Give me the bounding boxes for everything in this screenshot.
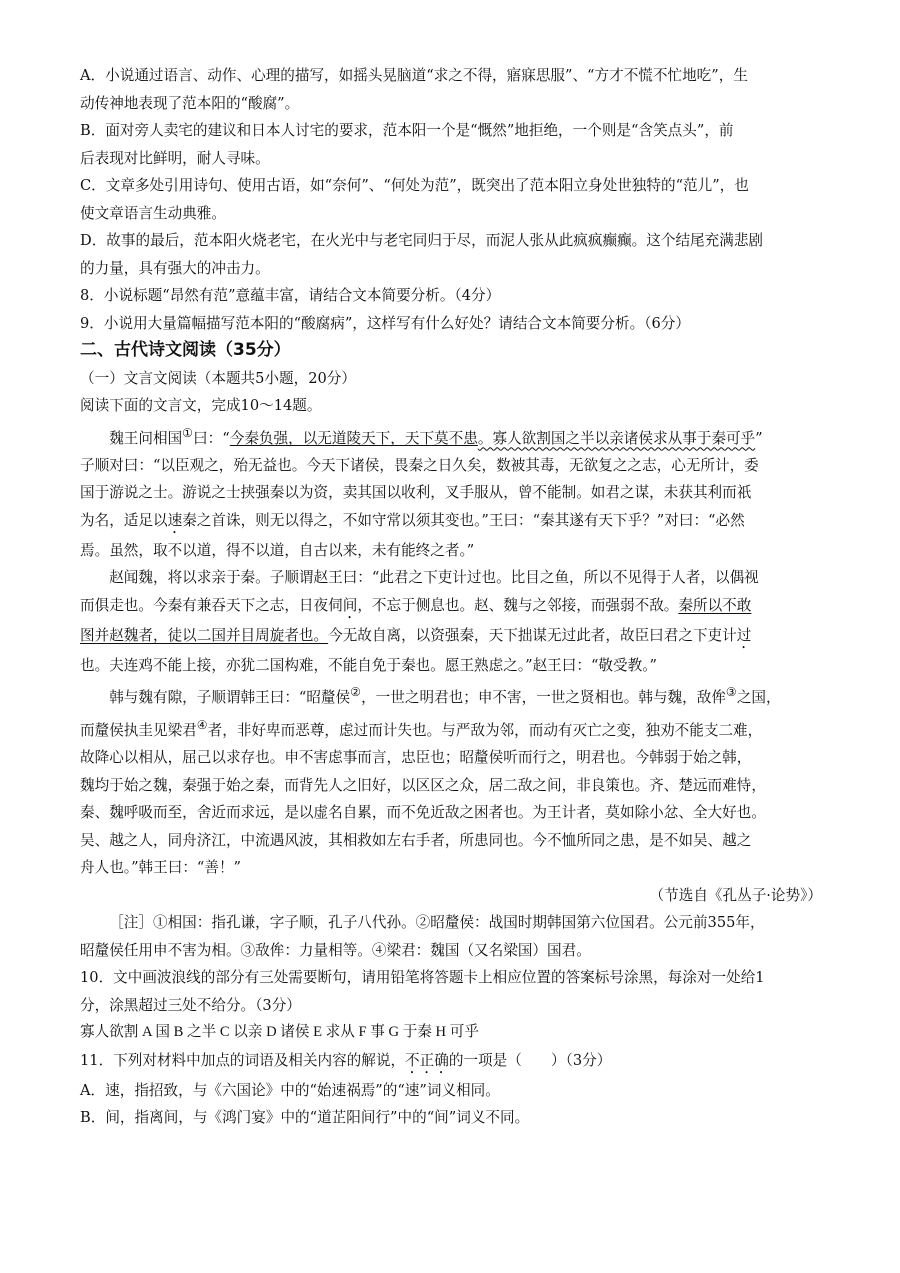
passage-p3-line3: 故降心以相从，屈己以求存也。申不害虑事而言，忠臣也；昭釐侯听而行之，明君也。今韩弱于始之韩， — [80, 749, 752, 767]
footnote-marker-3: ③ — [725, 685, 737, 700]
underlined-translation-sentence: 秦所以不敢 — [678, 596, 752, 614]
passage-text: 为名，适足以 — [80, 511, 168, 529]
wavy-underlined-sentence: 。寡人欲割国之半以亲诸侯求从事于秦可乎 — [477, 429, 756, 447]
passage-text: 而釐侯执圭见梁君 — [80, 721, 197, 739]
option-b-line1: B．面对旁人卖宅的建议和日本人讨宅的要求，范本阳一个是“慨然”地拒绝，一个则是“含笑点头”，前 — [80, 122, 734, 139]
option-c-line1: C．文章多处引用诗句、使用古语，如“奈何”、“何处为范”，既突出了范本阳立身处世独特的“范儿”，也 — [80, 177, 749, 194]
passage-p2-line4: 也。夫连鸡不能上接，亦犹二国构难，不能自免于秦也。愿王熟虑之。”赵王曰：“敬受教。” — [80, 656, 657, 674]
passage-p1-line2: 子顺对曰：“以臣观之，殆无益也。今天下诸侯，畏秦之日久矣，数被其毒，无欲复之之志，心无所计，委 — [80, 456, 759, 474]
passage-p1-line4 — [80, 507, 822, 537]
passage-text: 而俱走也。今秦有兼吞天下之志，日夜伺 — [80, 596, 343, 614]
passage-text: ” — [755, 429, 763, 447]
option-b-line2: 后表现对比鲜明，耐人寻味。 — [80, 149, 270, 167]
footnote-marker-2: ② — [350, 685, 362, 700]
question-10-options: 寡人欲割 A 国 B 之半 C 以亲 D 诸侯 E 求从 F 事 G 于秦 H 可乎 — [80, 1024, 479, 1041]
passage-p3-line2 — [80, 712, 822, 744]
question-9: 9．小说用大量篇幅描写范本阳的“酸腐病”，这样写有什么好处？请结合文本简要分析。（6分） — [80, 314, 690, 332]
passage-p1-line5: 焉。虽然，取不以道，得不以道，自古以来，未有能终之者。” — [80, 541, 475, 559]
dotted-word-guo: 过 — [736, 626, 752, 644]
passage-text: 秦之首诛，则无以得之，不如守常以须其变也。”王曰：“秦其遂有天下乎？”对曰：“必然 — [182, 511, 745, 529]
passage-p2-line1: 赵闻魏，将以求亲于秦。子顺谓赵王曰：“此君之下吏计过也。比目之鱼，所以不见得于人者，以偶视 — [109, 569, 759, 587]
passage-text: 魏王问相国 — [109, 429, 183, 447]
question-8: 8．小说标题“昂然有范”意蕴丰富，请结合文本简要分析。（4分） — [80, 287, 501, 304]
notes-line1: ［注］①相国：指孔谦，字子顺，孔子八代孙。②昭釐侯：战国时期韩国第六位国君。公元前355年， — [109, 914, 765, 932]
passage-text: 之国， — [736, 689, 781, 707]
passage-p1-line1 — [80, 420, 822, 452]
option-d-line2: 的力量，具有强大的冲击力。 — [80, 259, 270, 277]
passage-text: 今无故自离，以资强秦，天下拙谋无过此者，故臣曰君之下吏计 — [328, 626, 737, 644]
passage-text: ，不忘于侧息也。赵、魏与之邻接，而强弱不敌。 — [357, 596, 679, 614]
passage-p2-line3 — [80, 622, 822, 652]
question-text: 的一项是（ ）（3分） — [448, 1051, 612, 1069]
passage-text: 韩与魏有隙，子顺谓韩王曰：“昭釐侯 — [109, 689, 351, 707]
passage-p3-line1 — [80, 679, 822, 711]
section-title-ancient-reading: 二、古代诗文阅读（35分） — [80, 340, 291, 360]
question-11-stem — [80, 1047, 822, 1077]
dotted-word-su: 速 — [167, 511, 183, 529]
passage-p3-line4: 魏均于始之魏，秦强于始之秦，而背先人之旧好，以区区之众，居二敌之间，非良策也。齐、楚远而难恃， — [80, 776, 766, 794]
passage-p1-line3: 国于游说之士。游说之士挟强秦以为资，卖其国以收利，叉手服从，曾不能制。如君之谋，未获其利而祇 — [80, 484, 752, 502]
passage-text: ，一世之明君也；申不害，一世之贤相也。韩与魏，敌侔 — [361, 689, 726, 707]
underlined-translation-sentence: 今秦负强，以无道陵天下，天下莫不患 — [229, 429, 478, 447]
passage-p3-line7: 舟人也。”韩王曰：“善！” — [80, 859, 242, 877]
dotted-word-jian: 间 — [342, 596, 358, 614]
passage-source: （节选自《孔丛子·论势》） — [649, 886, 822, 904]
subsection-title-classical-prose: （一）文言文阅读（本题共5小题，20分） — [80, 369, 356, 387]
classical-passage — [80, 420, 822, 882]
question-11-option-b: B．间，指离间，与《鸿门宴》中的“道芷阳间行”中的“间”词义不同。 — [80, 1109, 530, 1127]
reading-instruction: 阅读下面的文言文，完成10～14题。 — [80, 397, 322, 414]
passage-text: 者，非好卑而恶尊，虑过而计失也。与严敌为邻，而动有灭亡之变，独劝不能支二难， — [207, 721, 763, 739]
passage-p3-line5: 秦、魏呼吸而至，舍近而求远，是以虚名自累，而不免近敌之困者也。为王计者，莫如除小忿、全大好也。 — [80, 804, 766, 822]
notes-line2: 昭釐侯任用申不害为相。③敌侔：力量相等。④梁君：魏国（又名梁国）国君。 — [80, 941, 591, 959]
footnote-marker-4: ④ — [196, 717, 208, 732]
option-d-line1: D．故事的最后，范本阳火烧老宅，在火光中与老宅同归于尽，而泥人张从此疯疯癫癫。这个结尾充满悲剧 — [80, 232, 764, 249]
question-11-option-a: A．速，指招致，与《六国论》中的“始速祸焉”的“速”词义相同。 — [80, 1081, 500, 1099]
option-a-line2: 动传神地表现了范本阳的“酸腐”。 — [80, 94, 300, 112]
underlined-translation-sentence: 图并赵魏者，徒以二国并目周旋者也。 — [80, 626, 329, 644]
passage-p3-line6: 吴、越之人，同舟济江，中流遇风波，其相救如左右手者，所患同也。今不恤所同之患，是不如吴、越之 — [80, 831, 752, 849]
question-10-line2: 分，涂黑超过三处不给分。（3分） — [80, 996, 301, 1014]
exam-page — [80, 62, 822, 1132]
passage-text: 曰：“ — [193, 429, 230, 447]
question-10-line1: 10．文中画波浪线的部分有三处需要断句，请用铅笔将答题卡上相应位置的答案标号涂黑，每涂对一处给1 — [80, 969, 765, 987]
footnote-marker-1: ① — [182, 425, 194, 440]
option-c-line2: 使文章语言生动典雅。 — [80, 204, 226, 222]
dotted-emphasis-incorrect: 不正确 — [405, 1051, 449, 1069]
passage-p2-line2 — [80, 592, 822, 622]
option-a-line1: A．小说通过语言、动作、心理的描写，如摇头晃脑道“求之不得，寤寐思服”、“方才不慌不忙地吃”，生 — [80, 67, 748, 84]
question-text: 11．下列对材料中加点的词语及相关内容的解说， — [80, 1051, 406, 1069]
